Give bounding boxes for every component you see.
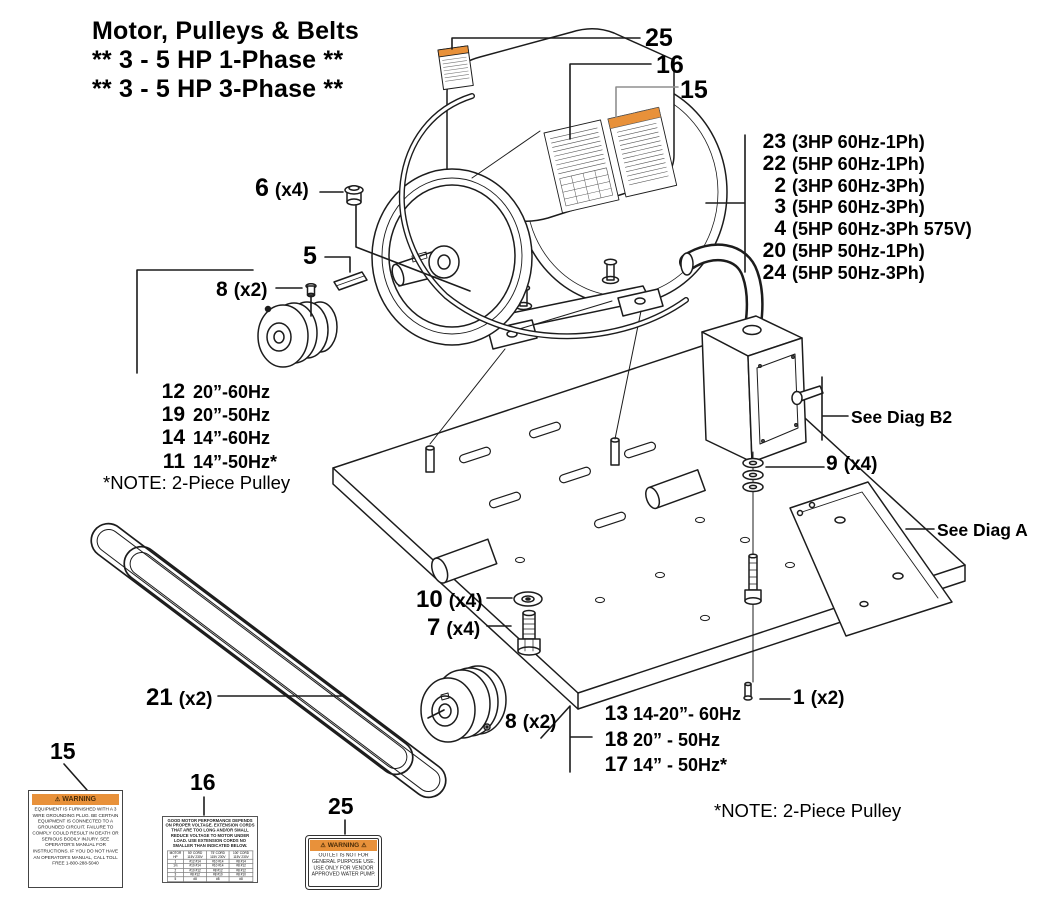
see-diag-a-link: See Diag A: [937, 520, 1028, 540]
washers-9-part: [743, 459, 763, 492]
part-number: 3: [774, 195, 786, 219]
title-line-2: ** 3 - 5 HP 1-Phase **: [92, 46, 344, 74]
warning-header-text: WARNING: [327, 842, 360, 849]
callout-25-bottom: 25: [328, 793, 354, 819]
callout-number: 21: [146, 684, 173, 711]
table-header-cell: 100' CORD 115V 230V: [229, 851, 253, 859]
callout-5: [303, 242, 317, 271]
part-desc: (3HP 60Hz-3Ph): [792, 175, 925, 196]
callout-number: 16: [656, 51, 684, 79]
table-cell: #10 #14: [184, 864, 207, 868]
title-line-1: Motor, Pulleys & Belts: [92, 17, 359, 45]
table-cell: #8 #12: [184, 873, 207, 877]
part-number: 18: [604, 727, 628, 751]
table-header-cell: 75' CORD 115V 230V: [206, 851, 229, 859]
part-desc: 20”-50Hz: [193, 405, 271, 426]
part-number: 22: [762, 151, 786, 175]
motor-variant-row: [752, 152, 972, 174]
motor-variant-row: [752, 261, 972, 283]
callout-number: 8: [505, 710, 517, 733]
warning-triangle-icon: ⚠: [54, 797, 61, 803]
clutch-pulley: [421, 666, 506, 742]
nut-6-part: [345, 186, 363, 205]
callout-number: 1: [793, 686, 805, 709]
callout-9: [826, 452, 877, 476]
callout-15-bottom: 15: [50, 738, 76, 764]
part-number: 14: [161, 426, 185, 450]
part-number: 2: [774, 173, 786, 197]
belts: [84, 517, 452, 804]
part-number: 13: [604, 702, 628, 725]
part-desc: (5HP 60Hz-3Ph): [792, 197, 925, 218]
motor-variant-row: [752, 174, 972, 196]
page-title: [92, 17, 359, 104]
washer-10-part: [514, 592, 542, 606]
part-number: 17: [604, 753, 628, 777]
table-header-cell: MOTOR HP: [167, 851, 184, 859]
table-cell: #8 #10: [229, 873, 253, 877]
pulley-row: [596, 728, 741, 754]
part-desc: (5HP 50Hz-1Ph): [792, 240, 925, 261]
table-cell: #8 #10: [206, 873, 229, 877]
pin-1-part: [744, 683, 752, 701]
table-cell: #10 #12: [184, 868, 207, 872]
grounding-warning-sticker: [28, 790, 123, 888]
callout-6: [255, 174, 309, 203]
part-number: 19: [161, 403, 185, 427]
warning-triangle-icon: ⚠: [361, 843, 367, 849]
pulley-row: [148, 403, 277, 426]
table-header-row: [167, 851, 253, 859]
part-desc: 20”-60Hz: [193, 382, 271, 402]
table-cell: #10 #14: [206, 859, 229, 863]
callout-7: [427, 614, 480, 642]
part-desc: 14” - 50Hz*: [633, 755, 728, 776]
table-cell: 2: [167, 868, 184, 872]
callout-qty: (x4): [274, 180, 309, 201]
callout-15-top: [680, 76, 708, 105]
callout-8-bottom: [505, 710, 556, 734]
part-number: 12: [161, 380, 185, 403]
callout-qty: (x2): [233, 280, 268, 301]
table-cell: #8 #12: [229, 864, 253, 868]
clutch-pulley-note: *NOTE: 2-Piece Pulley: [714, 800, 902, 821]
motor-variant-row: [752, 130, 972, 152]
part-desc: (5HP 60Hz-1Ph): [792, 153, 925, 174]
motor-variant-row: [752, 217, 972, 239]
motor-tag-label: [438, 46, 473, 90]
part-desc: 20” - 50Hz: [633, 729, 721, 750]
table-cell: 5: [167, 877, 184, 881]
callout-qty: (x2): [810, 688, 845, 709]
table-cell: #10 #14: [206, 864, 229, 868]
part-desc: 14”-60Hz: [193, 428, 271, 449]
part-number: 24: [762, 260, 786, 284]
callout-21: [146, 684, 213, 712]
motor-variant-list: [752, 130, 972, 283]
table-cell: 1½: [167, 864, 184, 868]
callout-number: 25: [645, 24, 673, 52]
extension-cord-sticker: [162, 816, 258, 883]
part-desc: (3HP 60Hz-1Ph): [792, 132, 925, 152]
part-desc: 14-20”- 60Hz: [633, 704, 742, 724]
part-number: 20: [762, 238, 786, 262]
table-cell: #8: [206, 877, 229, 881]
callout-16-bottom: 16: [190, 769, 216, 795]
sticker-body-text: GOOD MOTOR PERFORMANCE DEPENDS ON PROPER VOLTAGE. EXTENSION CORDS THAT ARE TOO LONG AND/OR SMALL REDUCE VOLTAGE TO MOTOR UNDER LOAD. USE EXTENSION CORDS NO SMALLER THAN INDICATED BELOW.: [165, 819, 255, 849]
cord-gauge-table: [167, 851, 253, 882]
warning-header: [32, 794, 119, 805]
warning-header: [310, 840, 377, 851]
callout-25-top: [645, 24, 673, 53]
motor-pulley: [258, 302, 337, 367]
motor-variant-row: [752, 195, 972, 217]
callout-number: 7: [427, 614, 441, 641]
pulley-note: *NOTE: 2-Piece Pulley: [103, 472, 291, 493]
callout-number: 5: [303, 242, 317, 270]
table-cell: #8: [184, 877, 207, 881]
warning-triangle-icon: ⚠: [320, 843, 326, 849]
part-desc: (5HP 50Hz-3Ph): [792, 262, 925, 283]
callout-qty: (x4): [843, 454, 878, 475]
key-5-part: [334, 272, 367, 290]
table-cell: #8 #12: [206, 868, 229, 872]
table-cell: #12 #14: [184, 859, 207, 863]
title-line-3: ** 3 - 5 HP 3-Phase **: [92, 75, 344, 103]
warning-header-text: WARNING: [62, 796, 97, 803]
callout-10: [416, 586, 483, 614]
callout-8-left: [216, 278, 267, 302]
part-number: 11: [162, 449, 185, 473]
table-row: [167, 877, 253, 881]
pulley-row: [596, 702, 741, 728]
setscrew-8-left-part: [306, 284, 316, 297]
callout-1: [793, 686, 844, 710]
callout-number: 9: [826, 452, 838, 475]
callout-number: 10: [416, 586, 443, 613]
table-header-cell: 50' CORD 115V 230V: [184, 851, 207, 859]
table-cell: #8 #14: [229, 859, 253, 863]
callout-number: 8: [216, 278, 228, 301]
see-diag-b2-link: See Diag B2: [851, 407, 953, 427]
pulley-row: [148, 426, 277, 449]
sticker-body-text: EQUIPMENT IS FURNISHED WITH A 3 WIRE GROUNDING PLUG. BE CERTAIN EQUIPMENT IS CONNECTED TO A GROUNDED CIRCUIT. FAILURE TO COMPLY COULD RESULT IN DEATH OR SERIOUS BODILY INJURY. SEE OPERATOR'S MANUAL FOR INSTRUCTIONS. IF YOU DO NOT HAVE AN OPERATOR'S MANUAL, CALL TOLL FREE 1-800-288-5040: [32, 807, 119, 866]
motor-variant-row: [752, 239, 972, 261]
outlet-warning-sticker: [305, 835, 382, 890]
table-cell: #8: [229, 877, 253, 881]
motor-pulley-list: [148, 380, 277, 473]
callout-number: 15: [680, 76, 708, 104]
table-cell: #8 #12: [229, 868, 253, 872]
part-number: 4: [774, 217, 786, 241]
callout-qty: (x2): [522, 712, 557, 733]
table-cell: 1: [167, 859, 184, 863]
clutch-pulley-list: [596, 702, 741, 779]
callout-qty: (x2): [178, 689, 213, 710]
pulley-row: [148, 450, 277, 473]
table-cell: 3: [167, 873, 184, 877]
callout-number: 6: [255, 174, 269, 202]
part-desc: 14”-50Hz*: [193, 451, 278, 472]
pulley-row: [148, 380, 277, 403]
part-number: 23: [762, 130, 786, 153]
callout-qty: (x4): [446, 619, 481, 640]
callout-qty: (x4): [448, 591, 483, 612]
part-desc: (5HP 60Hz-3Ph 575V): [792, 219, 972, 240]
sticker-body-text: OUTLET IS NOT FOR GENERAL PURPOSE USE. USE ONLY FOR VENDOR APPROVED WATER PUMP.: [311, 853, 376, 877]
pulley-row: [596, 753, 741, 779]
